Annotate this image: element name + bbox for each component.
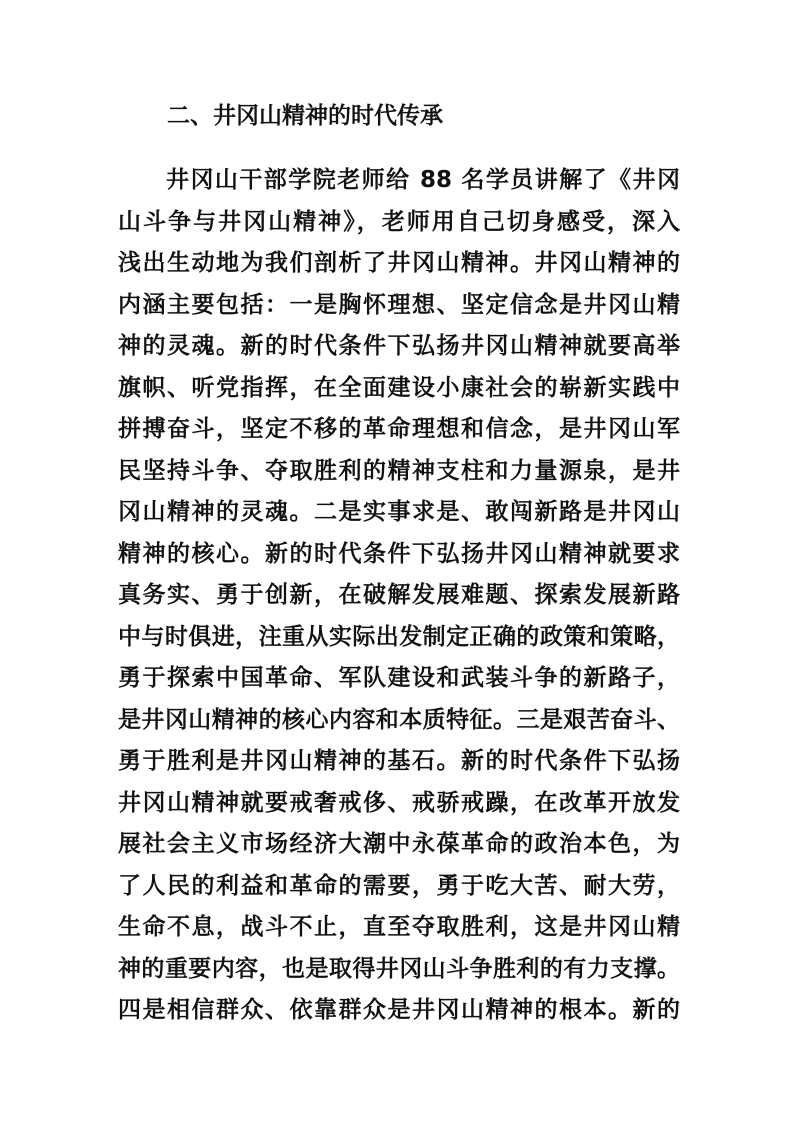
paragraph-line: 神的灵魂。新的时代条件下弘扬井冈山精神就要高举 [118, 333, 680, 359]
paragraph-line: 旗帜、听党指挥，在全面建设小康社会的崭新实践中 [118, 374, 680, 401]
section-heading: 二、井冈山精神的时代传承 [167, 103, 443, 129]
paragraph-line: 了人民的利益和革命的需要，勇于吃大苦、耐大劳， [118, 872, 680, 899]
paragraph-line: 勇于探索中国革命、军队建设和武装斗争的新路子， [118, 665, 680, 691]
paragraph-line: 拼搏奋斗，坚定不移的革命理想和信念，是井冈山军 [118, 416, 680, 442]
paragraph-line: 精神的核心。新的时代条件下弘扬井冈山精神就要求 [118, 540, 680, 567]
paragraph-line: 是井冈山精神的核心内容和本质特征。三是艰苦奋斗、 [118, 706, 680, 733]
paragraph-line: 内涵主要包括：一是胸怀理想、坚定信念是井冈山精 [118, 291, 680, 318]
paragraph-line: 井冈山干部学院老师给 88 名学员讲解了《井冈 [166, 167, 680, 193]
body-paragraph [118, 160, 680, 1032]
paragraph-line: 中与时俱进，注重从实际出发制定正确的政策和策略， [118, 623, 680, 650]
paragraph-line: 民坚持斗争、夺取胜利的精神支柱和力量源泉，是井 [118, 457, 680, 484]
paragraph-line: 勇于胜利是井冈山精神的基石。新的时代条件下弘扬 [118, 748, 680, 774]
paragraph-line: 浅出生动地为我们剖析了井冈山精神。井冈山精神的 [118, 250, 680, 276]
paragraph-line: 冈山精神的灵魂。二是实事求是、敢闯新路是井冈山 [118, 499, 680, 525]
paragraph-line: 井冈山精神就要戒奢戒侈、戒骄戒躁，在改革开放发 [118, 789, 680, 816]
paragraph-line: 展社会主义市场经济大潮中永葆革命的政治本色，为 [118, 831, 680, 857]
paragraph-line: 生命不息，战斗不止，直至夺取胜利，这是井冈山精 [118, 914, 680, 940]
paragraph-line: 神的重要内容，也是取得井冈山斗争胜利的有力支撑。 [118, 955, 680, 982]
paragraph-line: 真务实、勇于创新，在破解发展难题、探索发展新路 [118, 582, 680, 608]
paragraph-line: 四是相信群众、依靠群众是井冈山精神的根本。新的 [118, 997, 680, 1023]
paragraph-line: 山斗争与井冈山精神》，老师用自己切身感受，深入 [118, 208, 680, 235]
